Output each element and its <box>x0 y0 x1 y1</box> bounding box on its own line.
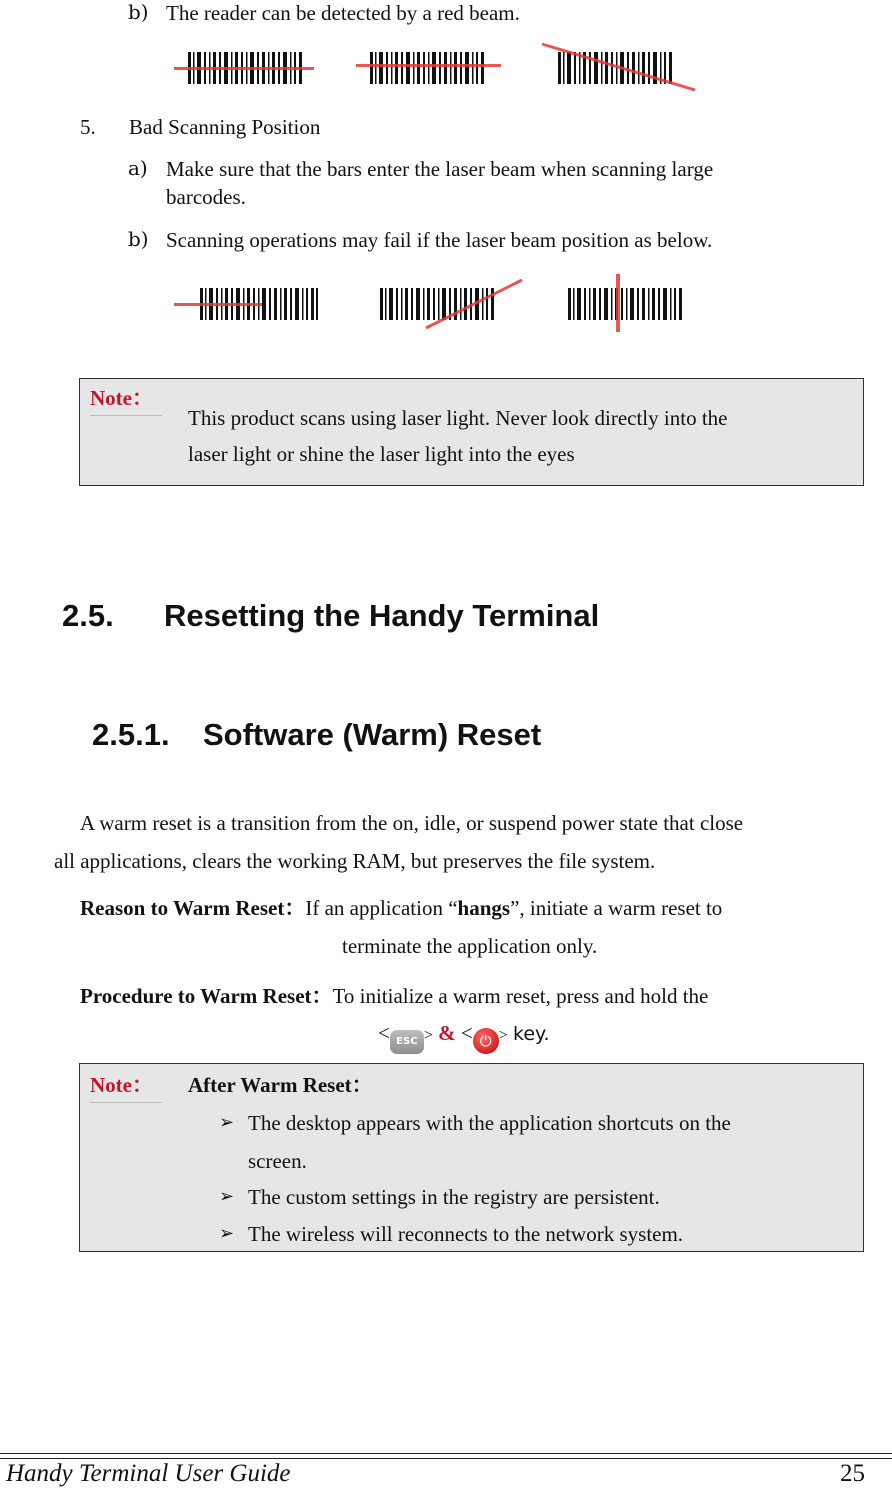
key-combination <box>378 1020 550 1054</box>
bullet-text: The desktop appears with the application shortcuts on the <box>248 1111 731 1135</box>
note-heading: After Warm Reset： <box>188 1073 373 1097</box>
footer-rule <box>0 1453 892 1454</box>
barcode-figure-bad <box>170 272 700 334</box>
list-item-text: The reader can be detected by a red beam. <box>166 1 520 25</box>
bullet-text-continued: screen. <box>248 1149 307 1173</box>
note-label: Note： <box>90 1072 162 1103</box>
body-paragraph-continued: all applications, clears the working RAM, but preserves the file system. <box>54 849 656 873</box>
section-title: Bad Scanning Position <box>129 115 321 139</box>
procedure-line <box>80 983 708 1009</box>
list-marker-b: b) <box>128 227 149 251</box>
note-text: This product scans using laser light. Never look directly into the <box>188 406 728 430</box>
list-marker-b: b) <box>128 0 149 24</box>
footer-rule <box>0 1458 892 1459</box>
subsection-heading-number: 2.5.1. <box>92 717 170 752</box>
page-number: 25 <box>840 1460 865 1487</box>
section-heading-title: Resetting the Handy Terminal <box>164 598 600 633</box>
reason-line-continued: terminate the application only. <box>342 934 598 958</box>
list-item-text: Scanning operations may fail if the laser beam position as below. <box>166 228 713 252</box>
key-bracket-open: < <box>378 1021 390 1045</box>
key-bracket-close: > <box>423 1027 433 1044</box>
bullet-text: The wireless will reconnects to the network system. <box>248 1222 684 1246</box>
reason-line <box>80 895 722 921</box>
procedure-text: To initialize a warm reset, press and hold the <box>332 984 709 1008</box>
reason-text-bold: hangs <box>457 896 511 920</box>
key-suffix: key. <box>513 1023 550 1045</box>
barcode-icon <box>170 272 700 334</box>
section-number: 5. <box>80 115 96 139</box>
note-box-after-warm-reset <box>79 1063 864 1252</box>
power-key-icon: ⏻ <box>473 1028 499 1054</box>
list-marker-a: a) <box>128 156 148 180</box>
list-item-text-continued: barcodes. <box>166 185 246 209</box>
note-text-continued: laser light or shine the laser light into the eyes <box>188 442 575 466</box>
note-label: Note： <box>90 385 162 416</box>
reason-text-post: ”, initiate a warm reset to <box>510 896 723 920</box>
reason-text-pre: If an application “ <box>305 896 458 920</box>
arrow-bullet-icon: ➢ <box>219 1223 235 1244</box>
esc-key-icon: ESC <box>390 1030 424 1054</box>
arrow-bullet-icon: ➢ <box>219 1186 235 1207</box>
ampersand: & <box>438 1021 456 1045</box>
reason-label: Reason to Warm Reset： <box>80 896 306 920</box>
note-box-laser-warning <box>79 378 864 486</box>
subsection-heading-title: Software (Warm) Reset <box>203 717 542 752</box>
section-heading-number: 2.5. <box>62 598 114 633</box>
barcode-figure-good <box>170 38 700 94</box>
arrow-bullet-icon: ➢ <box>219 1112 235 1133</box>
key-bracket-close: > <box>498 1027 508 1044</box>
procedure-label: Procedure to Warm Reset： <box>80 984 333 1008</box>
bullet-text: The custom settings in the registry are persistent. <box>248 1185 660 1209</box>
body-paragraph: A warm reset is a transition from the on, idle, or suspend power state that close <box>80 811 744 835</box>
list-item-text: Make sure that the bars enter the laser beam when scanning large <box>166 157 714 181</box>
key-bracket-open: < <box>460 1021 473 1045</box>
barcode-icon <box>170 38 700 94</box>
footer-document-title: Handy Terminal User Guide <box>6 1460 291 1487</box>
